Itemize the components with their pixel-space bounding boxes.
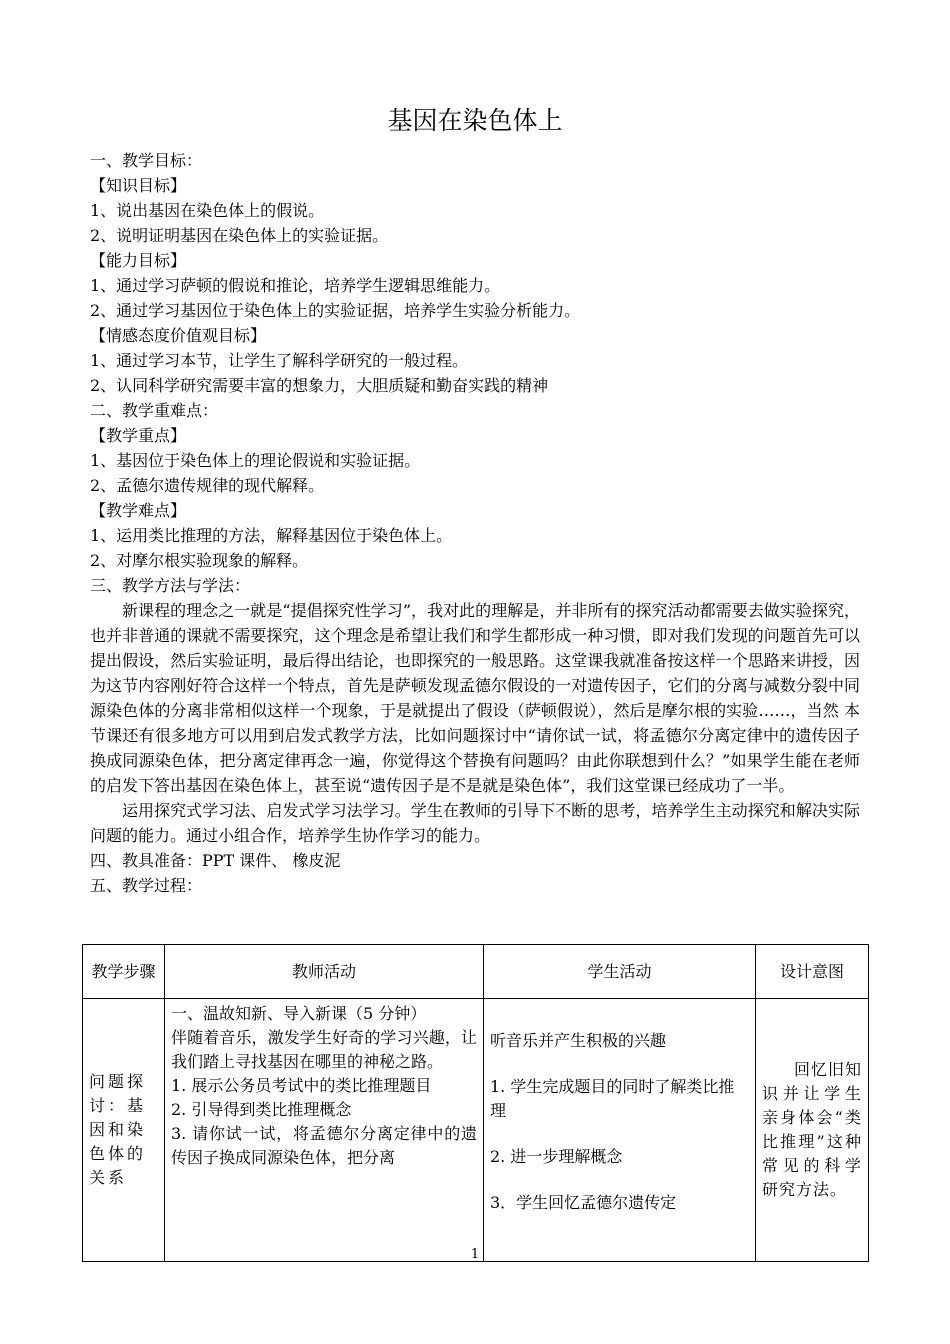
heading-teaching-goals: 一、教学目标： bbox=[90, 151, 203, 170]
text-line: 1、说出基因在染色体上的假说。 bbox=[90, 201, 325, 220]
student-activity-line: 1. 学生完成题目的同时了解类比推理 bbox=[490, 1077, 735, 1120]
subheading-difficult-points: 【教学难点】 bbox=[90, 501, 187, 520]
subheading-attitude-goals: 【情感态度价值观目标】 bbox=[90, 326, 267, 345]
paragraph-methods: 新课程的理念之一就是“提倡探究性学习”，我对此的理解是，并非所有的探究活动都需要去做实验探究，也并非普通的课就不需要探究，这个理念是希望让我们和学生都形成一种习惯，即对我们发现的问题首先可以提出假设，然后实验证明，最后得出结论，也即探究的一般思路。这堂课我就准备按这样一个思路来讲授，因为这节内容刚好符合这样一个特点，首先是萨顿发现孟德尔假设的一对遗传因子，它们的分离与减数分裂中同源染色体的分离非常相似这样一个现象，于是就提出了假设（萨顿假说），然后是摩尔根的实验……，当然 本节课还有很多地方可以用到启发式教学方法，比如问题探讨中“请你试一试，将孟德尔分离定律中的遗传因子换成同源染色体，把分离定律再念一遍，你觉得这个替换有问题吗？由此你联想到什么？”如果学生能在老师的启发下答出基因在染色体上，甚至说“遗传因子是不是就是染色体”，我们这堂课已经成功了一半。 bbox=[90, 601, 860, 795]
header-student-activity: 学生活动 bbox=[484, 945, 756, 999]
heading-teaching-process: 五、教学过程： bbox=[90, 876, 203, 895]
cell-teacher-activity bbox=[165, 999, 484, 1262]
student-activity-line: 2. 进一步理解概念 bbox=[490, 1147, 623, 1166]
text-line: 2、孟德尔遗传规律的现代解释。 bbox=[90, 476, 325, 495]
teacher-activity-line: 2. 引导得到类比推理概念 bbox=[171, 1100, 352, 1119]
cell-step: 问题探讨：基因和染色体的关系 bbox=[83, 999, 165, 1262]
heading-key-points: 二、教学重难点： bbox=[90, 401, 219, 420]
text-line: 1、基因位于染色体上的理论假说和实验证据。 bbox=[90, 451, 421, 470]
header-teacher-activity: 教师活动 bbox=[165, 945, 484, 999]
paragraph-learning: 运用探究式学习法、启发式学习法学习。学生在教师的引导下不断的思考，培养学生主动探究和解决实际问题的能力。通过小组合作，培养学生协作学习的能力。 bbox=[90, 801, 860, 845]
subheading-knowledge-goals: 【知识目标】 bbox=[90, 176, 187, 195]
header-step: 教学步骤 bbox=[83, 945, 165, 999]
table-row bbox=[83, 999, 869, 1262]
text-line: 1、通过学习萨顿的假说和推论，培养学生逻辑思维能力。 bbox=[90, 276, 501, 295]
table-header-row bbox=[83, 945, 869, 999]
document-body bbox=[90, 148, 860, 898]
heading-teaching-aids: 四、教具准备：PPT 课件、 橡皮泥 bbox=[90, 851, 341, 870]
cell-student-activity bbox=[484, 999, 756, 1262]
text-line: 2、说明证明基因在染色体上的实验证据。 bbox=[90, 226, 389, 245]
teacher-activity-line: 1. 展示公务员考试中的类比推理题目 bbox=[171, 1076, 432, 1095]
subheading-ability-goals: 【能力目标】 bbox=[90, 251, 187, 270]
document-title: 基因在染色体上 bbox=[387, 106, 563, 135]
student-activity-line: 3．学生回忆孟德尔遗传定 bbox=[490, 1193, 677, 1212]
page-number: 1 bbox=[470, 1247, 480, 1262]
text-line: 1、通过学习本节，让学生了解科学研究的一般过程。 bbox=[90, 351, 469, 370]
heading-teaching-methods: 三、教学方法与学法： bbox=[90, 576, 251, 595]
teacher-activity-line: 3. 请你试一试，将孟德尔分离定律中的遗传因子换成同源染色体，把分离 bbox=[171, 1124, 477, 1167]
teaching-process-table bbox=[82, 944, 869, 1262]
student-activity-line: 听音乐并产生积极的兴趣 bbox=[490, 1031, 667, 1050]
text-line: 2、对摩尔根实验现象的解释。 bbox=[90, 551, 309, 570]
header-design-intent: 设计意图 bbox=[756, 945, 869, 999]
cell-design-intent: 回忆旧知识并让学生亲身体会“类比推理”这种常见的科学研究方法。 bbox=[756, 999, 869, 1262]
teacher-activity-line: 伴随着音乐，激发学生好奇的学习兴趣，让我们踏上寻找基因在哪里的神秘之路。 bbox=[171, 1028, 477, 1071]
subheading-key-points: 【教学重点】 bbox=[90, 426, 187, 445]
text-line: 2、认同科学研究需要丰富的想象力，大胆质疑和勤奋实践的精神 bbox=[90, 376, 549, 395]
text-line: 2、通过学习基因位于染色体上的实验证据，培养学生实验分析能力。 bbox=[90, 301, 581, 320]
text-line: 1、运用类比推理的方法，解释基因位于染色体上。 bbox=[90, 526, 453, 545]
teacher-activity-line: 一、温故知新、导入新课（5 分钟） bbox=[171, 1004, 427, 1023]
